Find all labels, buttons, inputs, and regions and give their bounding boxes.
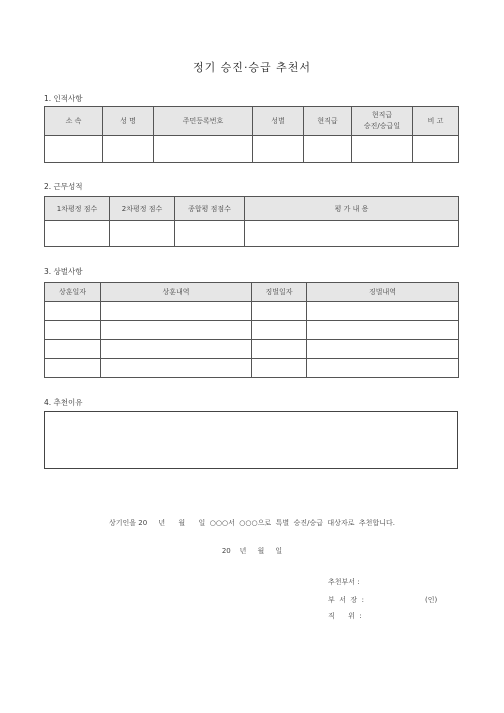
input-cell-reward-date[interactable] (45, 321, 101, 340)
personal-info-table (44, 106, 459, 163)
table-row (45, 340, 459, 359)
input-cell-name[interactable] (103, 136, 154, 163)
section-heading-personal-info: 1. 인적사항 (44, 94, 83, 103)
department-head-label: 부 서 장 : (328, 596, 364, 604)
input-cell-department[interactable] (45, 136, 103, 163)
section-heading-rewards-penalties: 3. 상벌사항 (44, 267, 83, 276)
rewards-penalties-table (44, 282, 459, 378)
input-cell-penalty-details[interactable] (307, 321, 459, 340)
col-header-total-score: 종합평 점점수 (175, 197, 245, 221)
table-row (45, 136, 459, 163)
input-cell-second-score[interactable] (110, 221, 175, 247)
input-cell-penalty-date[interactable] (252, 340, 307, 359)
col-header-first-score: 1차평정 점수 (45, 197, 110, 221)
input-cell-penalty-details[interactable] (307, 340, 459, 359)
col-header-reward-date: 상훈일자 (45, 283, 101, 302)
input-cell-reward-date[interactable] (45, 302, 101, 321)
col-header-penalty-details: 징벌내역 (307, 283, 459, 302)
section-heading-recommendation-reason: 4. 추천이유 (44, 398, 83, 407)
input-cell-reward-details[interactable] (101, 302, 252, 321)
table-header-row (45, 283, 459, 302)
header-line: 현직급 (371, 111, 393, 119)
seal-mark: (인) (425, 596, 438, 604)
input-cell-remarks[interactable] (413, 136, 459, 163)
recommending-department-label: 추천부서 : (328, 578, 360, 586)
input-cell-first-score[interactable] (45, 221, 110, 247)
col-header-promotion-date (352, 107, 413, 136)
input-cell-evaluation[interactable] (245, 221, 459, 247)
table-row (45, 302, 459, 321)
recommendation-reason-box[interactable] (44, 411, 458, 469)
input-cell-reward-details[interactable] (101, 340, 252, 359)
input-cell-reward-date[interactable] (45, 340, 101, 359)
input-cell-resident-number[interactable] (154, 136, 253, 163)
col-header-resident-number: 주민등록번호 (154, 107, 253, 136)
input-cell-current-rank[interactable] (304, 136, 352, 163)
input-cell-reward-date[interactable] (45, 359, 101, 378)
col-header-remarks: 비 고 (413, 107, 459, 136)
work-performance-table (44, 196, 459, 247)
recommendation-statement: 상기인을 20 년 월 일 ○○○서 ○○○으로 특별 승진/승급 대상자로 추천합니다. (109, 519, 395, 527)
col-header-name: 성 명 (103, 107, 154, 136)
table-header-row (45, 107, 459, 136)
section-heading-work-performance: 2. 근무성적 (44, 182, 83, 191)
input-cell-penalty-date[interactable] (252, 302, 307, 321)
input-cell-penalty-date[interactable] (252, 359, 307, 378)
col-header-second-score: 2차평정 점수 (110, 197, 175, 221)
col-header-gender: 성별 (253, 107, 304, 136)
input-cell-penalty-date[interactable] (252, 321, 307, 340)
col-header-reward-details: 상훈내역 (101, 283, 252, 302)
col-header-current-rank: 현직급 (304, 107, 352, 136)
table-row (45, 221, 459, 247)
input-cell-penalty-details[interactable] (307, 302, 459, 321)
input-cell-gender[interactable] (253, 136, 304, 163)
input-cell-reward-details[interactable] (101, 359, 252, 378)
page-title: 정기 승진·승급 추천서 (192, 61, 312, 74)
table-row (45, 359, 459, 378)
date-line: 20 년 월 일 (221, 547, 283, 555)
table-header-row (45, 197, 459, 221)
table-row (45, 321, 459, 340)
col-header-penalty-date: 징벌일자 (252, 283, 307, 302)
position-label: 직 위 : (328, 612, 362, 620)
input-cell-penalty-details[interactable] (307, 359, 459, 378)
col-header-department: 소 속 (45, 107, 103, 136)
input-cell-total-score[interactable] (175, 221, 245, 247)
input-cell-reward-details[interactable] (101, 321, 252, 340)
header-line: 승진/승급일 (363, 122, 401, 130)
col-header-evaluation: 평 가 내 용 (245, 197, 459, 221)
input-cell-promotion-date[interactable] (352, 136, 413, 163)
